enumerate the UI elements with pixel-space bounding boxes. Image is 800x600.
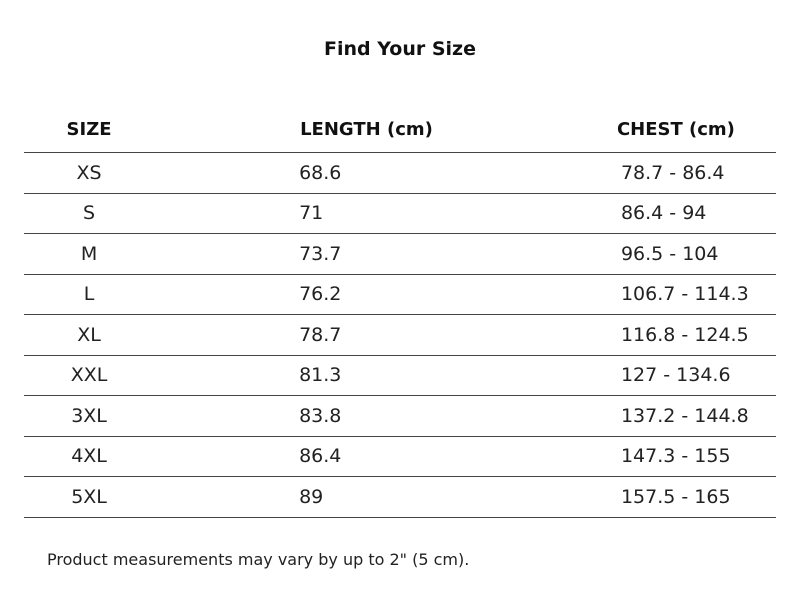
table-row [24, 193, 776, 234]
cell-length: 86.4 [154, 436, 613, 477]
table-row [24, 436, 776, 477]
cell-length: 81.3 [154, 355, 613, 396]
table-row [24, 234, 776, 275]
cell-chest: 157.5 - 165 [613, 477, 776, 518]
measurement-footnote: Product measurements may vary by up to 2" (5 cm). [47, 550, 470, 569]
cell-length: 73.7 [154, 234, 613, 275]
cell-length: 89 [154, 477, 613, 518]
cell-length: 76.2 [154, 274, 613, 315]
cell-length: 68.6 [154, 153, 613, 194]
header-size: SIZE [24, 106, 154, 153]
cell-size: 5XL [24, 477, 154, 518]
cell-chest: 116.8 - 124.5 [613, 315, 776, 356]
cell-size: 3XL [24, 396, 154, 437]
cell-size: S [24, 193, 154, 234]
cell-chest: 78.7 - 86.4 [613, 153, 776, 194]
header-chest: CHEST (cm) [613, 106, 776, 153]
header-length: LENGTH (cm) [154, 106, 613, 153]
cell-chest: 137.2 - 144.8 [613, 396, 776, 437]
table-row [24, 396, 776, 437]
page-title: Find Your Size [324, 38, 476, 60]
cell-chest: 127 - 134.6 [613, 355, 776, 396]
cell-size: XXL [24, 355, 154, 396]
size-chart-table [24, 106, 776, 518]
cell-length: 71 [154, 193, 613, 234]
table-row [24, 477, 776, 518]
cell-chest: 147.3 - 155 [613, 436, 776, 477]
table-row [24, 153, 776, 194]
cell-chest: 86.4 - 94 [613, 193, 776, 234]
cell-size: XS [24, 153, 154, 194]
cell-size: XL [24, 315, 154, 356]
cell-chest: 96.5 - 104 [613, 234, 776, 275]
cell-chest: 106.7 - 114.3 [613, 274, 776, 315]
cell-length: 78.7 [154, 315, 613, 356]
table-row [24, 355, 776, 396]
table-header-row [24, 106, 776, 153]
cell-size: M [24, 234, 154, 275]
table-row [24, 315, 776, 356]
cell-size: L [24, 274, 154, 315]
cell-length: 83.8 [154, 396, 613, 437]
cell-size: 4XL [24, 436, 154, 477]
table-row [24, 274, 776, 315]
